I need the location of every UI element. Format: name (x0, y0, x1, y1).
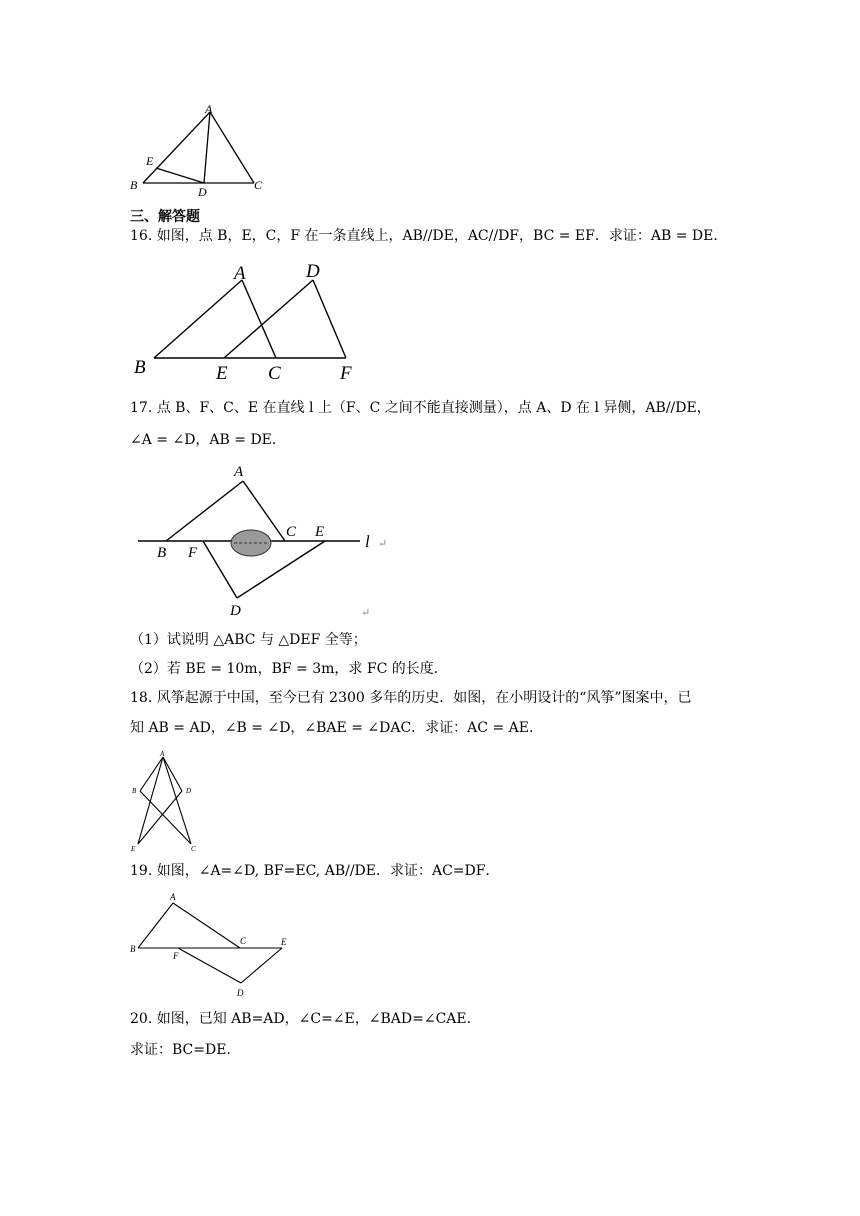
q17-text-line2: ∠A = ∠D，AB = DE． (130, 432, 286, 448)
label-F: F (173, 951, 179, 961)
figure-q18 (128, 748, 208, 858)
q17-part1: （1）试说明 △ABC 与 △DEF 全等； (130, 632, 367, 648)
label-F: F (340, 363, 352, 384)
label-B: B (132, 787, 137, 795)
label-D: D (230, 603, 241, 619)
label-B: B (130, 944, 136, 954)
label-D: D (198, 185, 207, 199)
label-E: E (146, 154, 154, 168)
q16-text: 16. 如图，点 B，E，C，F 在一条直线上，AB//DE，AC//DF，BC = EF．求证：AB = DE． (130, 228, 728, 244)
figure-q16 (130, 255, 370, 385)
label-E: E (131, 845, 136, 853)
label-D: D (306, 261, 320, 282)
label-C: C (268, 363, 281, 384)
label-A: A (234, 464, 244, 480)
label-E: E (315, 524, 325, 540)
label-D: D (237, 988, 244, 998)
label-B: B (134, 357, 146, 378)
figure-q15 (128, 100, 278, 200)
label-B: B (130, 178, 138, 192)
label-B: B (157, 545, 167, 561)
label-l: l (365, 532, 370, 551)
label-A: A (234, 263, 246, 284)
label-C: C (191, 845, 196, 853)
q18-text-line2: 知 AB = AD，∠B = ∠D，∠BAE = ∠DAC．求证：AC = AE． (130, 720, 543, 736)
q17-text-line1: 17. 点 B、F、C、E 在直线 l 上（F、C 之间不能直接测量），点 A、D 在 l 异侧，AB//DE， (130, 400, 711, 416)
q20-text-line2: 求证：BC=DE. (130, 1042, 231, 1058)
label-C: C (240, 936, 247, 946)
svg-text:↵: ↵ (361, 607, 371, 619)
q20-text-line1: 20. 如图，已知 AB=AD，∠C=∠E，∠BAD=∠CAE. (130, 1011, 472, 1027)
label-A: A (170, 892, 176, 902)
figure-q19 (128, 888, 298, 1003)
figure-q17 (128, 456, 398, 621)
label-E: E (281, 937, 287, 947)
section-title: 三、解答题 (130, 209, 200, 225)
label-C: C (286, 524, 297, 540)
label-D: D (186, 787, 192, 795)
label-F: F (188, 545, 198, 561)
q18-text-line1: 18. 风筝起源于中国，至今已有 2300 多年的历史．如图，在小明设计的“风筝”图案中，已 (130, 690, 692, 706)
label-C: C (254, 178, 263, 192)
svg-text:↵: ↵ (378, 538, 388, 550)
q17-part2: （2）若 BE = 10m，BF = 3m，求 FC 的长度． (130, 661, 448, 677)
label-A: A (205, 102, 213, 116)
q19-text: 19. 如图，∠A=∠D, BF=EC, AB//DE．求证：AC=DF． (130, 863, 500, 879)
label-A: A (160, 750, 165, 758)
label-E: E (216, 363, 228, 384)
